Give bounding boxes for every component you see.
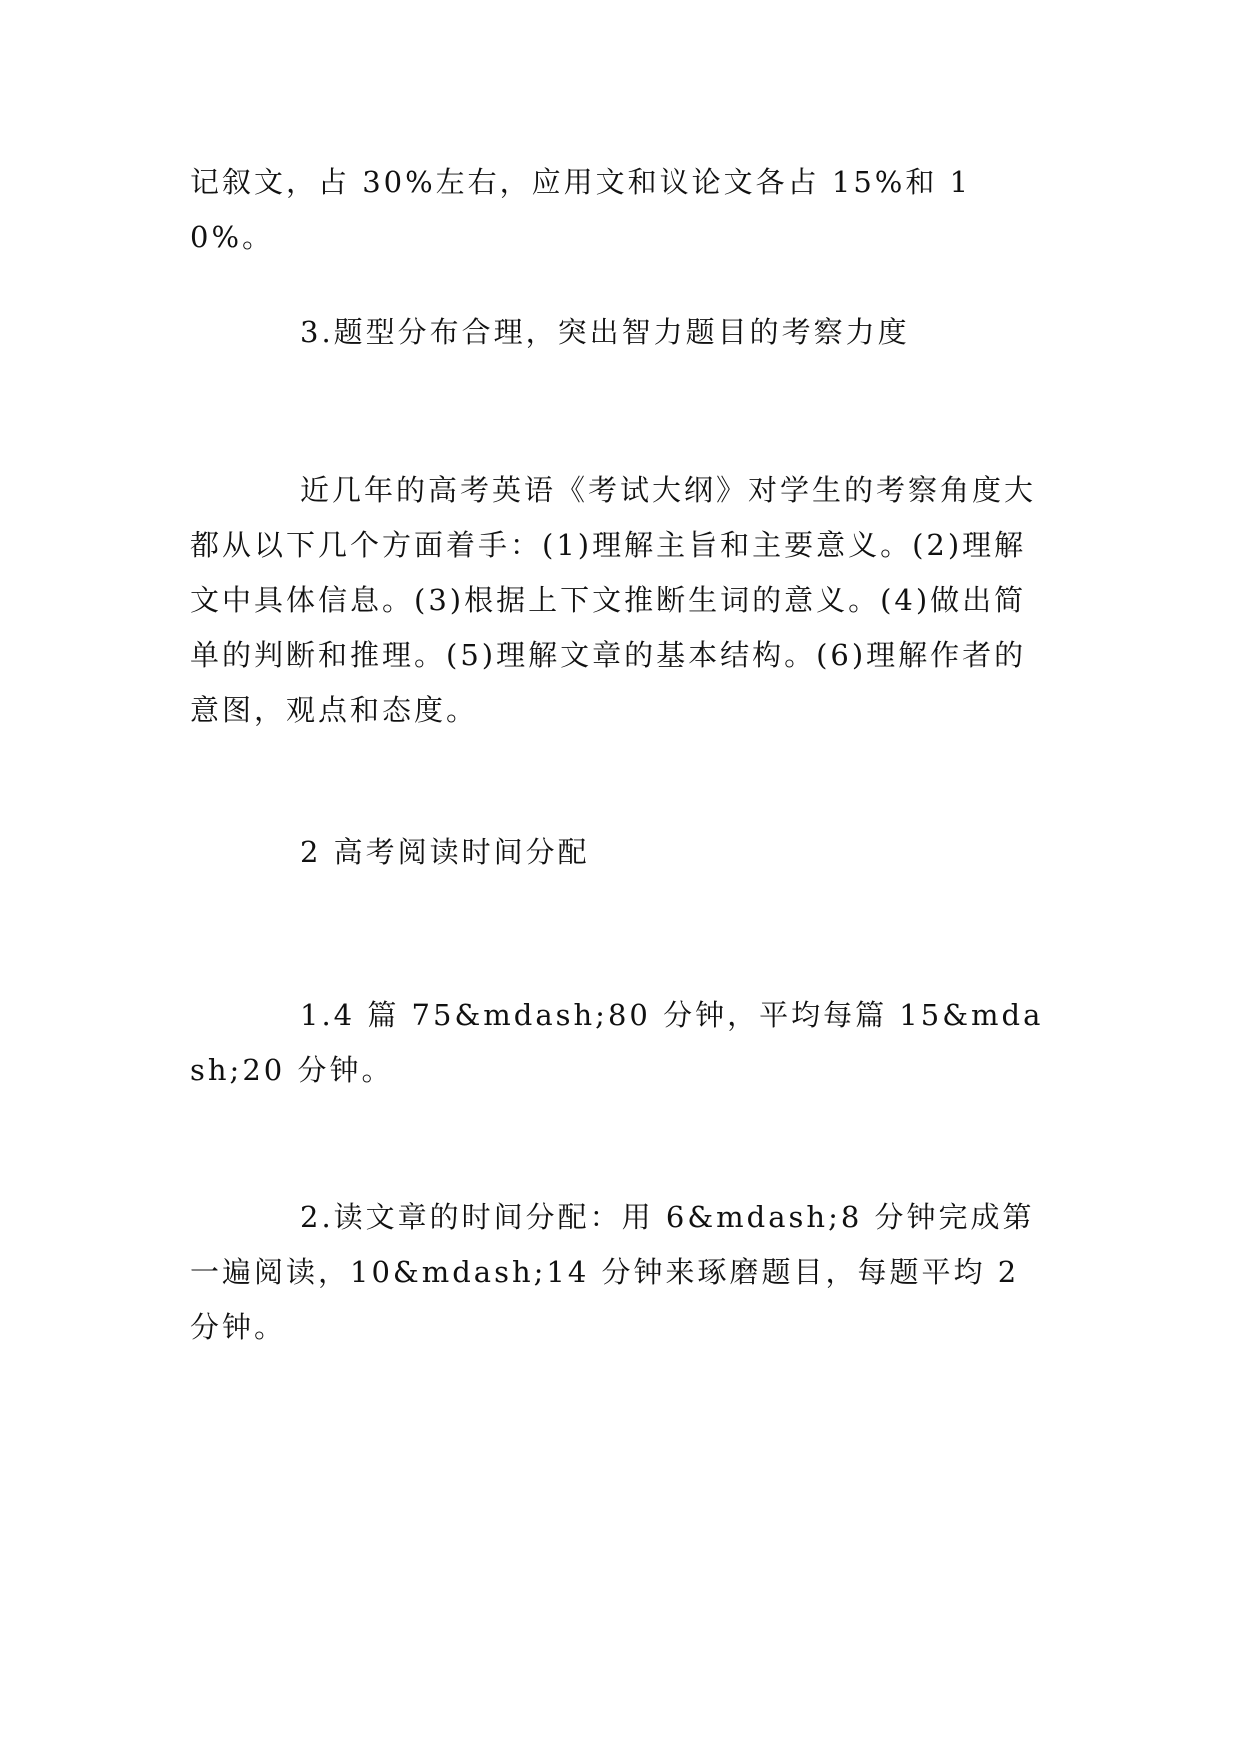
paragraph-exam-outline: 近几年的高考英语《考试大纲》对学生的考察角度大都从以下几个方面着手：(1)理解主旨和主要意义。(2)理解文中具体信息。(3)根据上下文推断生词的意义。(4)做出简单的判断和推理。(5)理解文章的基本结构。(6)理解作者的意图，观点和态度。	[190, 473, 1037, 727]
paragraph-reading-time-distribution: 2.读文章的时间分配：用 6&mdash;8 分钟完成第一遍阅读，10&mdash;14 分钟来琢磨题目，每题平均 2 分钟。	[190, 1200, 1035, 1344]
section-heading-reading-time: 2 高考阅读时间分配	[300, 835, 590, 869]
section-heading-question-types: 3.题型分布合理，突出智力题目的考察力度	[300, 315, 910, 349]
paragraph-time-per-article: 1.4 篇 75&mdash;80 分钟，平均每篇 15&mdash;20 分钟。	[190, 998, 1044, 1087]
paragraph-text-type-ratio: 记叙文，占 30%左右，应用文和议论文各占 15%和 10%。	[190, 165, 972, 254]
